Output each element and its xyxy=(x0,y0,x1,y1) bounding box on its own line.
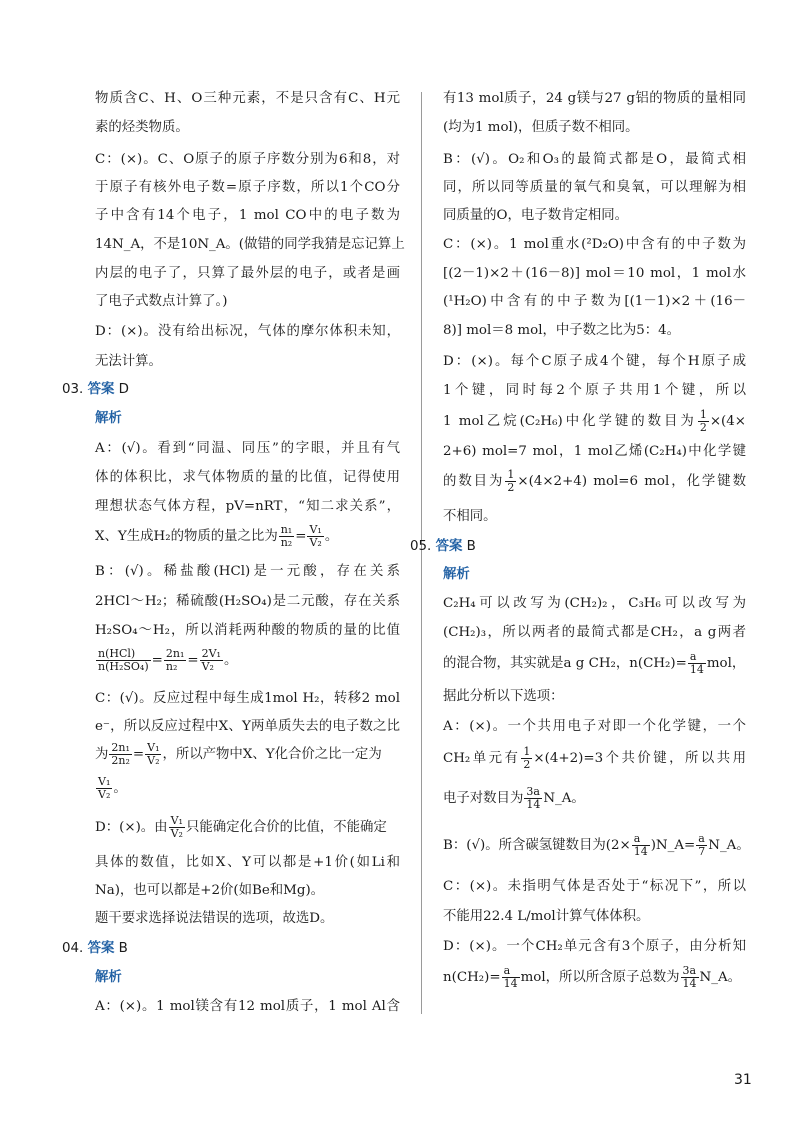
text-line: 8)] mol＝8 mol，中子数之比为5：4。 xyxy=(443,323,681,338)
text-line: 具体的数值，比如X、Y可以都是+1价(如Li和 xyxy=(95,855,400,870)
text-line: $\frac{\text{V₁}}{\text{V₂}}$ 。 xyxy=(98,775,127,801)
text-line: D：(×)。由 $\frac{\text{V₁}}{\text{V₂}}$ 只能确定化合价的比值，不能确定 xyxy=(95,814,387,840)
text-line: 体的体积比，求气体物质的量的比值，记得使用 xyxy=(95,470,400,485)
fraction: $\frac{3a}{14}$ xyxy=(682,964,697,990)
fraction: $\frac{\text{V₁}}{\text{V₂}}$ xyxy=(98,775,111,801)
text-line: C₂H₄可以改写为(CH₂)₂，C₃H₆可以改写为 xyxy=(443,596,746,611)
answer-label: 答案 xyxy=(87,382,115,397)
text-line: B：(√)。稀盐酸(HCl)是一元酸，存在关系 xyxy=(95,564,400,579)
text-line: C：(×)。1 mol重水(²D₂O)中含有的中子数为 xyxy=(443,237,746,252)
fraction: $\frac{a}{14}$ xyxy=(503,964,518,990)
text-line: 不能用22.4 L/mol计算气体体积。 xyxy=(443,909,650,924)
text-line: [(2－1)×2＋(16－8)] mol＝10 mol，1 mol水 xyxy=(443,266,746,281)
text-line: CH₂单元有 $\frac{1}{2}$ ×(4+2)=3个共价键，所以共用 xyxy=(443,745,746,771)
question-03-header xyxy=(62,381,400,399)
text-line: 题干要求选择说法错误的选项，故选D。 xyxy=(95,911,334,926)
text-line: C：(×)。C、O原子的原子序数分别为6和8，对 xyxy=(95,152,400,167)
text-line: 有13 mol质子，24 g镁与27 g铝的物质的量相同 xyxy=(443,91,746,106)
text-line: A：(√)。看到“同温、同压”的字眼，并且有气 xyxy=(95,441,400,456)
fraction: $\frac{3a}{14}$ xyxy=(526,785,541,811)
analysis-label: 解析 xyxy=(95,411,122,426)
question-number: 05. xyxy=(410,539,432,554)
question-number: 04. xyxy=(62,941,84,956)
text-line: Na)，也可以都是+2价(如Be和Mg)。 xyxy=(95,883,325,898)
text-line: 了电子式数点计算了。) xyxy=(95,294,228,309)
question-04-header xyxy=(62,940,400,958)
fraction: $\frac{a}{14}$ xyxy=(633,832,648,858)
text-line: A：(×)。1 mol镁含有12 mol质子，1 mol Al含 xyxy=(95,999,400,1014)
text-line: (¹H₂O)中含有的中子数为[(1－1)×2＋(16－ xyxy=(443,294,746,309)
fraction: $\frac{a}{14}$ xyxy=(689,650,704,676)
fraction: $\frac{\text{V₁}}{\text{V₂}}$ xyxy=(309,523,322,549)
text-line: D：(×)。一个CH₂单元含有3个原子，由分析知 xyxy=(443,939,746,954)
text-line: 同质量的O，电子数肯定相同。 xyxy=(443,208,629,223)
text-line: $\frac{\text{n(HCl)}}{\text{n(H₂SO₄)}}$ = $\frac{\text{2n₁}}{\text{n₂}}$ = $\frac{\text{2V₁}}{\text{V₂}}$ 。 xyxy=(98,647,238,673)
text-line: D：(×)。没有给出标况，气体的摩尔体积未知， xyxy=(95,324,400,339)
question-number: 03. xyxy=(62,382,84,397)
text-line: 据此分析以下选项： xyxy=(443,689,564,704)
text-line: 1 mol乙烷(C₂H₆)中化学键的数目为 $\frac{1}{2}$ ×(4× xyxy=(443,408,746,434)
text-line: 的混合物，其实就是a g CH₂，n(CH₂)= $\frac{a}{14}$ mol， xyxy=(443,650,746,676)
fraction: $\frac{1}{2}$ xyxy=(507,468,515,494)
text-line: 理想状态气体方程，pV=nRT，“知二求关系”， xyxy=(95,499,400,514)
fraction: $\frac{\text{2V₁}}{\text{V₂}}$ xyxy=(201,647,221,673)
text-line: X、Y生成H₂的物质的量之比为 $\frac{\text{n₁}}{\text{n₂}}$ = $\frac{\text{V₁}}{\text{V₂}}$ 。 xyxy=(95,523,339,549)
text-line: e⁻，所以反应过程中X、Y两单质失去的电子数之比 xyxy=(95,719,400,734)
analysis-label: 解析 xyxy=(443,567,470,582)
text-line: 2+6) mol=7 mol，1 mol乙烯(C₂H₄)中化学键 xyxy=(443,444,746,459)
fraction: $\frac{1}{2}$ xyxy=(523,745,531,771)
text-line: H₂SO₄～H₂，所以消耗两种酸的物质的量的比值 xyxy=(95,623,400,638)
text-line: B：(√)。O₂和O₃的最简式都是O，最简式相 xyxy=(443,152,746,167)
text-line: 2HCl～H₂；稀硫酸(H₂SO₄)是二元酸，存在关系 xyxy=(95,594,400,609)
fraction: $\frac{\text{V₁}}{\text{V₂}}$ xyxy=(170,814,183,840)
text-line: C：(×)。未指明气体是否处于“标况下”，所以 xyxy=(443,879,746,894)
analysis-label: 解析 xyxy=(95,970,122,985)
fraction: $\frac{\text{n(HCl)}}{\text{n(H₂SO₄)}}$ xyxy=(98,647,149,673)
text-line: 同，所以同等质量的氧气和臭氧，可以理解为相 xyxy=(443,180,746,195)
text-line: 子中含有14个电子，1 mol CO中的电子数为 xyxy=(95,208,400,223)
text-line: C：(√)。反应过程中每生成1mol H₂，转移2 mol xyxy=(95,691,400,706)
fraction: $\frac{1}{2}$ xyxy=(699,408,707,434)
text-line: B：(√)。所含碳氢键数目为(2× $\frac{a}{14}$ )N_A= $\frac{a}{7}$ N_A。 xyxy=(443,832,750,858)
text-line: 不相同。 xyxy=(443,509,497,524)
text-line: (CH₂)₃，所以两者的最简式都是CH₂，a g两者 xyxy=(443,625,746,640)
answer-label: 答案 xyxy=(435,539,463,554)
fraction: $\frac{\text{2n₁}}{\text{2n₂}}$ xyxy=(111,741,130,767)
fraction: $\frac{\text{V₁}}{\text{V₂}}$ xyxy=(147,741,160,767)
fraction: $\frac{a}{7}$ xyxy=(698,832,706,858)
question-05-header xyxy=(410,538,746,556)
text-line: 为 $\frac{\text{2n₁}}{\text{2n₂}}$ = $\frac{\text{V₁}}{\text{V₂}}$ ，所以产物中X、Y化合价之比一定为 xyxy=(95,741,382,767)
answer-label: 答案 xyxy=(87,941,115,956)
text-line: 14N_A，不是10N_A。(做错的同学我猜是忘记算上 xyxy=(95,237,405,252)
answer-value: B xyxy=(466,539,476,554)
text-line: 的数目为 $\frac{1}{2}$ ×(4×2+4) mol=6 mol，化学键数 xyxy=(443,468,746,494)
fraction: $\frac{\text{2n₁}}{\text{n₂}}$ xyxy=(165,647,185,673)
text-line: (均为1 mol)，但质子数不相同。 xyxy=(443,120,639,135)
answer-value: B xyxy=(118,941,128,956)
text-line: 内层的电子了，只算了最外层的电子，或者是画 xyxy=(95,266,400,281)
text-line: 物质含C、H、O三种元素，不是只含有C、H元 xyxy=(95,91,400,106)
text-line: 1个键，同时每2个原子共用1个键，所以 xyxy=(443,383,746,398)
text-line: 无法计算。 xyxy=(95,354,162,369)
text-line: n(CH₂)= $\frac{a}{14}$ mol，所以所含原子总数为 $\frac{3a}{14}$ N_A。 xyxy=(443,964,742,990)
fraction: $\frac{\text{n₁}}{\text{n₂}}$ xyxy=(280,523,293,549)
text-line: 于原子有核外电子数=原子序数，所以1个CO分 xyxy=(95,180,400,195)
text-line: 电子对数目为 $\frac{3a}{14}$ N_A。 xyxy=(443,785,585,811)
page-number: 31 xyxy=(734,1072,752,1088)
text-line: D：(×)。每个C原子成4个键，每个H原子成 xyxy=(443,354,746,369)
text-line: A：(×)。一个共用电子对即一个化学键，一个 xyxy=(443,719,746,734)
answer-value: D xyxy=(118,382,129,397)
text-line: 素的烃类物质。 xyxy=(95,120,189,135)
